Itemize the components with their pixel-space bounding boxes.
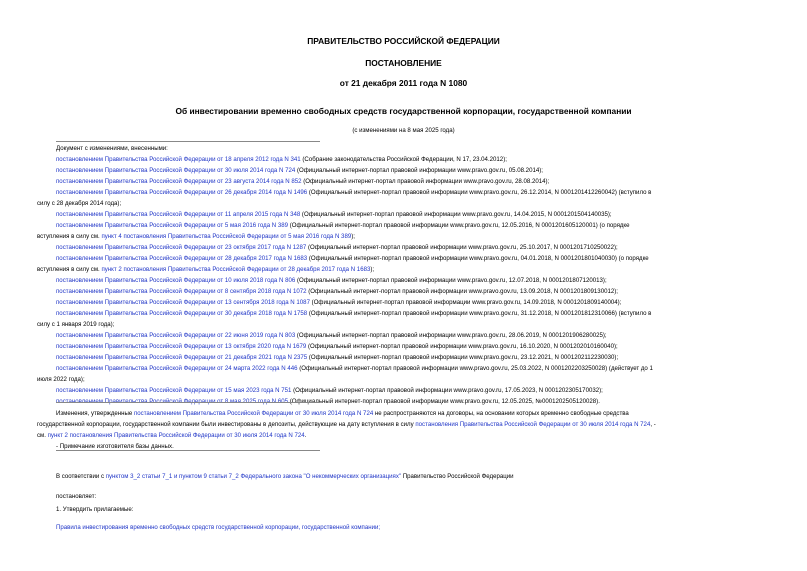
continuation-end: ); (370, 266, 375, 273)
continuation-end: ); (351, 233, 355, 240)
change-item-link[interactable]: постановлением Правительства Российской Федерации от 21 декабря 2021 года N 2375 (56, 354, 308, 361)
footnote: - Примечание изготовителя базы данных. (56, 443, 174, 450)
change-item-link[interactable]: постановлением Правительства Российской Федерации от 18 апреля 2012 года N 341 (56, 156, 301, 163)
change-item-details: (Официальный интернет-портал правовой информации www.pravo.gov.ru, 26.12.2014, N 0001201412260042) (вступило в (307, 189, 652, 196)
change-item-details: (Официальный интернет-портал правовой информации www.pravo.gov.ru, 17.05.2023, N 0001202305170032); (291, 387, 603, 394)
changes-items (37, 154, 772, 407)
change-item-details: (Официальный интернет-портал правовой информации www.pravo.gov.ru, 25.03.2022, N 0001202203250028) (действует до 1 (297, 365, 653, 372)
change-item-details: (Официальный интернет-портал правовой информации www.pravo.gov.ru, 13.09.2018, N 0001201809130012); (306, 288, 618, 295)
note-line-2: государственной корпорации, государственной компании были инвестированы в депозиты, действующие на дату вступления в силу постановления Правительства Российской Федерации от 30 июля 2014 года N 724, - (37, 421, 656, 428)
changes-intro: Документ с изменениями, внесенными: (56, 145, 168, 152)
note-link-724[interactable]: постановлением Правительства Российской Федерации от 30 июля 2014 года N 724 (133, 410, 374, 417)
change-item-details: (Официальный интернет-портал правовой информации www.pravo.gov.ru, 12.05.2016, N 0001201605120001) (о порядке (288, 222, 630, 229)
change-item (56, 297, 772, 308)
change-item (56, 363, 772, 374)
change-item-details: (Официальный интернет-портал правовой информации www.pravo.gov.ru, 12.05.2025, №0001202505120028). (288, 398, 600, 405)
change-item (56, 341, 772, 352)
change-item (56, 330, 772, 341)
continuation-link[interactable]: пункт 2 постановления Правительства Российской Федерации от 28 декабря 2017 года N 1683 (101, 266, 371, 273)
changes-list (37, 143, 772, 407)
decides-text: постановляет: (56, 493, 97, 500)
change-item-link[interactable]: постановлением Правительства Российской Федерации от 15 мая 2023 года N 751 (56, 387, 292, 394)
change-item-details: (Официальный интернет-портал правовой информации www.pravo.gov.ru, 04.01.2018, N 0001201801040030) (о порядке (307, 255, 649, 262)
continuation-text: силу с 28 декабря 2014 года); (37, 200, 122, 207)
org-heading: ПРАВИТЕЛЬСТВО РОССИЙСКОЙ ФЕДЕРАЦИИ (307, 36, 500, 46)
doc-subtitle: (с изменениями на 8 мая 2025 года) (352, 127, 455, 134)
change-item-details: (Официальный интернет-портал правовой информации www.pravo.gov.ru, 14.09.2018, N 0001201809140004); (309, 299, 622, 306)
change-item-link[interactable]: постановлением Правительства Российской Федерации от 28 декабря 2017 года N 1683 (56, 255, 308, 262)
change-item-link[interactable]: постановлением Правительства Российской Федерации от 13 октября 2020 года N 1679 (56, 343, 307, 350)
change-item (56, 286, 772, 297)
change-item-details: (Официальный интернет-портал правовой информации www.pravo.gov.ru, 12.07.2018, N 0001201807120013); (295, 277, 607, 284)
change-item-link[interactable]: постановлением Правительства Российской Федерации от 8 мая 2025 года N 605 (56, 398, 289, 405)
change-item-link[interactable]: постановлением Правительства Российской Федерации от 5 мая 2016 года N 389 (56, 222, 289, 229)
change-item-link[interactable]: постановлением Правительства Российской Федерации от 23 октября 2017 года N 1287 (56, 244, 307, 251)
change-item-link[interactable]: постановлением Правительства Российской Федерации от 30 июля 2014 года N 724 (56, 167, 296, 174)
change-item-link[interactable]: постановлением Правительства Российской Федерации от 10 июля 2018 года N 806 (56, 277, 296, 284)
change-item-details: (Официальный интернет-портал правовой информации www.pravo.gov.ru, 31.12.2018, N 0001201812310066) (вступило в (307, 310, 652, 317)
continuation-text: вступления в силу см. (37, 233, 102, 240)
change-item-link[interactable]: постановлением Правительства Российской Федерации от 30 декабря 2018 года N 1758 (56, 310, 308, 317)
rules-link[interactable]: Правила инвестирования временно свободных средств государственной корпорации, государственной компании; (56, 524, 381, 531)
note-line-3: см. пункт 2 постановления Правительства Российской Федерации от 30 июля 2014 года N 724. (37, 432, 307, 439)
change-item-continuation (37, 374, 772, 385)
change-item-link[interactable]: постановлением Правительства Российской Федерации от 22 июня 2019 года N 803 (56, 332, 296, 339)
change-item-details: (Официальный интернет-портал правовой информации www.pravo.gov.ru, 28.06.2019, N 0001201906280025); (295, 332, 607, 339)
change-item-details: (Официальный интернет-портал правовой информации www.pravo.gov.ru, 14.04.2015, N 0001201504140035); (300, 211, 612, 218)
change-item-link[interactable]: постановлением Правительства Российской Федерации от 11 апреля 2015 года N 348 (56, 211, 301, 218)
change-item-details: (Собрание законодательства Российской Федерации, N 17, 23.04.2012); (300, 156, 507, 163)
change-item-continuation (37, 264, 772, 275)
change-item-link[interactable]: постановлением Правительства Российской Федерации от 26 декабря 2014 года N 1496 (56, 189, 308, 196)
change-item (56, 253, 772, 264)
divider-top (56, 141, 320, 142)
change-item (56, 275, 772, 286)
change-item (56, 308, 772, 319)
change-item-link[interactable]: постановлением Правительства Российской Федерации от 13 сентября 2018 года N 1087 (56, 299, 310, 306)
change-item-details: (Официальный интернет-портал правовой информации www.pravo.gov.ru, 16.10.2020, N 0001202010160040); (306, 343, 618, 350)
divider-middle (56, 402, 320, 403)
note-line-1: Изменения, утвержденные постановлением Правительства Российской Федерации от 30 июля 2014 года N 724 не распространяются на договоры, на основании которых временно свободные средства (56, 410, 629, 417)
change-item (56, 154, 772, 165)
note-link-point-2[interactable]: пункт 2 постановления Правительства Российской Федерации от 30 июля 2014 года N 724 (47, 432, 305, 439)
change-item-link[interactable]: постановлением Правительства Российской Федерации от 8 сентября 2018 года N 1072 (56, 288, 307, 295)
change-item-details: (Официальный интернет-портал правовой информации www.pravo.gov.ru, 23.12.2021, N 0001202112230030); (307, 354, 619, 361)
change-item-details: (Официальный интернет-портал правовой информации www.pravo.gov.ru, 05.08.2014); (295, 167, 543, 174)
change-item-details: (Официальный интернет-портал правовой информации www.pravo.gov.ru, 25.10.2017, N 0001201710250022); (306, 244, 618, 251)
change-item (56, 220, 772, 231)
continuation-link[interactable]: пункт 4 постановления Правительства Российской Федерации от 5 мая 2016 года N 389 (101, 233, 352, 240)
change-item-continuation (37, 231, 772, 242)
change-item (56, 385, 772, 396)
change-item-continuation (37, 319, 772, 330)
continuation-text: июля 2022 года); (37, 376, 85, 383)
continuation-text: вступления в силу см. (37, 266, 102, 273)
change-item (56, 187, 772, 198)
change-item (56, 209, 772, 220)
change-item-details: (Официальный интернет-портал правовой информации www.pravo.gov.ru, 28.08.2014); (301, 178, 550, 185)
change-item-link[interactable]: постановлением Правительства Российской Федерации от 24 марта 2022 года N 446 (56, 365, 298, 372)
change-item (56, 165, 772, 176)
change-item-link[interactable]: постановлением Правительства Российской Федерации от 23 августа 2014 года N 852 (56, 178, 302, 185)
preamble: В соответствии с пунктом 3_2 статьи 7_1 и пунктом 9 статьи 7_2 Федерального закона "О некоммерческих организациях" Правительство Российской Федерации (56, 473, 514, 480)
editor-note (37, 408, 772, 441)
change-item (56, 176, 772, 187)
doc-title: Об инвестировании временно свободных средств государственной корпорации, государственной компании (175, 106, 632, 116)
preamble-law-link[interactable]: пунктом 3_2 статьи 7_1 и пунктом 9 статьи 7_2 Федерального закона "О некоммерческих организациях" (105, 473, 402, 480)
item-1-text: 1. Утвердить прилагаемые: (56, 506, 134, 513)
change-item-continuation (37, 198, 772, 209)
continuation-text: силу с 1 января 2019 года); (37, 321, 115, 328)
change-item (56, 242, 772, 253)
doc-type-heading: ПОСТАНОВЛЕНИЕ (365, 58, 442, 68)
doc-date-heading: от 21 декабря 2011 года N 1080 (339, 78, 468, 88)
note-link-724-entry[interactable]: постановления Правительства Российской Федерации от 30 июля 2014 года N 724 (415, 421, 651, 428)
change-item (56, 352, 772, 363)
